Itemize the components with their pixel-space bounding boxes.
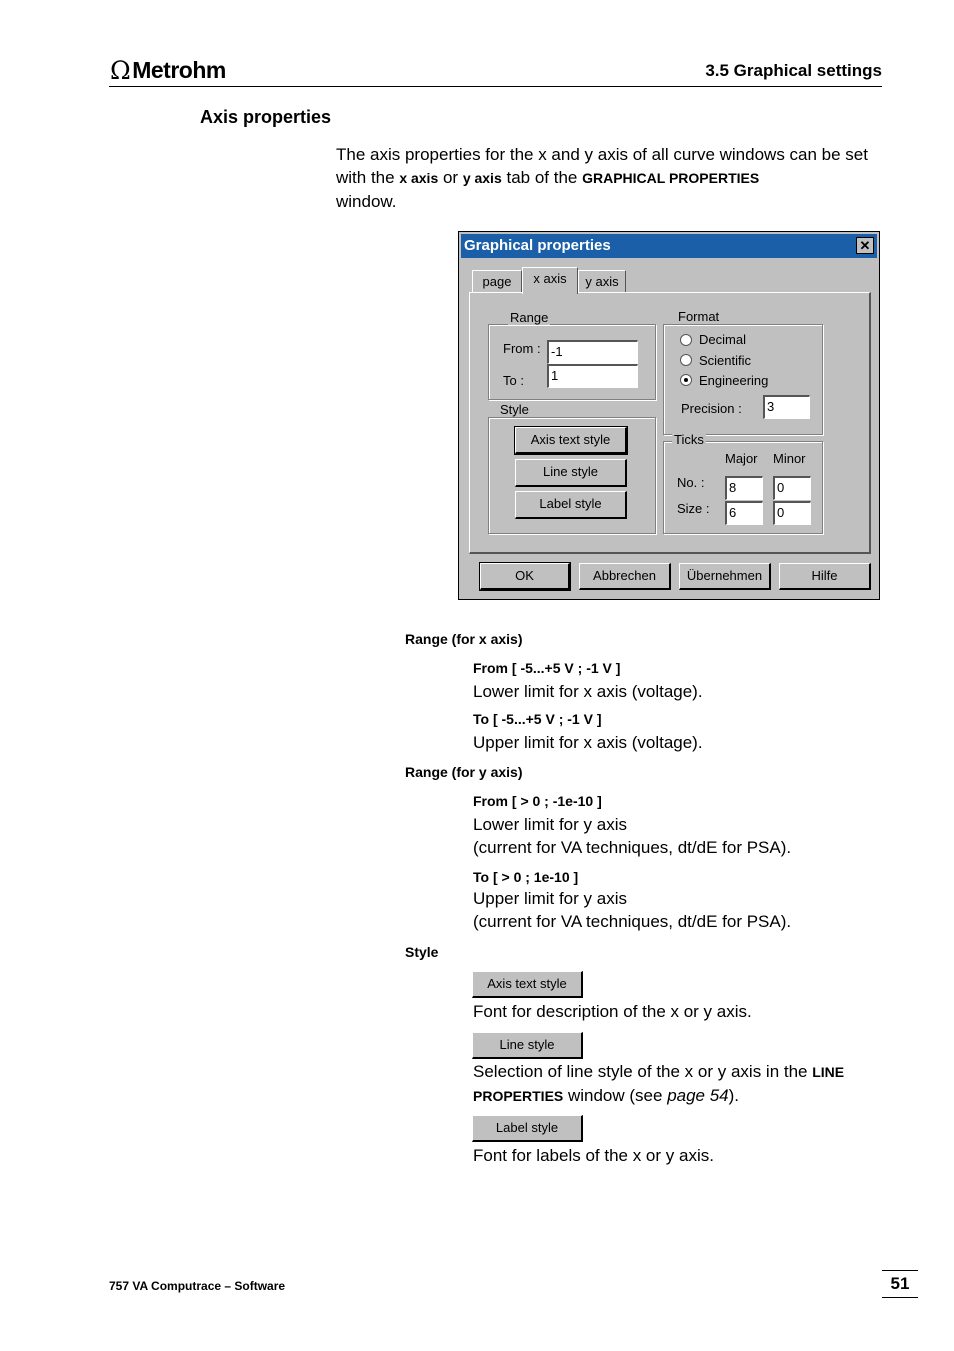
section-heading: Axis properties [200, 107, 332, 127]
engineering-radio[interactable] [680, 374, 692, 386]
from-label: From : [503, 341, 541, 356]
dialog-title-bar [461, 234, 877, 258]
tab-y-axis[interactable]: y axis [578, 270, 626, 292]
intro-text-3: tab of the [501, 168, 583, 187]
style-heading: Style [405, 944, 439, 960]
ticks-no-minor-field[interactable]: 0 [773, 476, 811, 500]
from-y-desc [473, 813, 883, 859]
to-x-desc: Upper limit for x axis (voltage). [473, 733, 703, 752]
ticks-size-minor-field[interactable]: 0 [773, 501, 811, 525]
precision-field[interactable]: 3 [763, 395, 810, 419]
style-group-label: Style [500, 402, 529, 417]
to-field[interactable]: 1 [547, 364, 638, 388]
dialog-title: Graphical properties [464, 237, 611, 254]
line-desc-text-3: ). [728, 1086, 740, 1105]
ticks-size-label: Size : [677, 501, 710, 516]
header-rule [109, 86, 882, 87]
decimal-radio[interactable] [680, 334, 692, 346]
from-x-desc: Lower limit for x axis (voltage). [473, 682, 703, 701]
graphical-properties-dialog [458, 231, 880, 600]
to-y-desc [473, 887, 883, 933]
to-y-desc-line2: (current for VA techniques, dt/dE for PSA). [473, 912, 792, 931]
from-y-param: From [ > 0 ; -1e-10 ] [473, 793, 602, 809]
line-desc-text-1: Selection of line style of the x or y axis in the [473, 1062, 813, 1081]
tab-page[interactable]: page [472, 270, 522, 292]
abbrechen-button[interactable]: Abbrechen [579, 563, 671, 590]
to-x-param: To [ -5...+5 V ; -1 V ] [473, 711, 602, 727]
ticks-minor-header: Minor [773, 451, 806, 466]
format-group-label: Format [678, 309, 720, 324]
to-label: To : [503, 373, 524, 388]
tab-panel [469, 292, 871, 554]
label-style-sample-button[interactable]: Label style [472, 1115, 583, 1142]
from-field[interactable]: -1 [547, 340, 638, 364]
intro-yaxis: y axis [462, 170, 502, 186]
range-y-heading: Range (for y axis) [405, 764, 523, 780]
tab-x-axis[interactable]: x axis [522, 267, 578, 294]
axis-text-desc: Font for description of the x or y axis. [473, 1002, 752, 1021]
ticks-no-major-field[interactable]: 8 [725, 476, 763, 500]
line-desc-text-2: window (see [563, 1086, 668, 1105]
omega-logo-icon: Ω [110, 56, 131, 85]
axis-text-style-button[interactable]: Axis text style [515, 427, 627, 454]
intro-xaxis: x axis [399, 170, 439, 186]
line-desc-sc-1: LINE [812, 1064, 845, 1080]
line-desc-sc-2: PROPERTIES [473, 1088, 564, 1104]
label-style-button[interactable]: Label style [515, 491, 627, 519]
to-y-param: To [ > 0 ; 1e-10 ] [473, 869, 579, 885]
ticks-group-label: Ticks [674, 432, 704, 447]
scientific-radio[interactable] [680, 354, 692, 366]
to-y-desc-line1: Upper limit for y axis [473, 889, 627, 908]
header-section-title: 3.5 Graphical settings [705, 61, 882, 80]
page-reference: page 54 [667, 1086, 729, 1105]
footer-product: 757 VA Computrace – Software [109, 1279, 286, 1293]
precision-label: Precision : [681, 401, 742, 416]
axis-text-style-sample-button[interactable]: Axis text style [472, 971, 583, 998]
ok-button[interactable]: OK [480, 563, 570, 590]
intro-text-4: window. [336, 192, 397, 211]
decimal-label: Decimal [699, 332, 746, 347]
scientific-label: Scientific [699, 353, 752, 368]
range-x-heading: Range (for x axis) [405, 631, 523, 647]
hilfe-button[interactable]: Hilfe [779, 563, 871, 590]
intro-window-name: GRAPHICAL PROPERTIES [582, 170, 760, 186]
intro-paragraph [336, 143, 881, 213]
engineering-label: Engineering [699, 373, 769, 388]
line-style-button[interactable]: Line style [515, 459, 627, 487]
intro-text-2: or [438, 168, 463, 187]
from-x-param: From [ -5...+5 V ; -1 V ] [473, 660, 621, 676]
metrohm-logo [110, 56, 226, 85]
label-style-desc: Font for labels of the x or y axis. [473, 1146, 714, 1165]
ticks-major-header: Major [725, 451, 758, 466]
ticks-no-label: No. : [677, 475, 705, 490]
from-y-desc-line2: (current for VA techniques, dt/dE for PSA). [473, 838, 792, 857]
uebernehmen-button[interactable]: Übernehmen [679, 563, 771, 590]
line-style-desc [473, 1060, 883, 1108]
close-icon[interactable]: ✕ [856, 237, 874, 254]
intro-text-1: The axis properties for the x and y axis of all curve windows can be set with the [336, 145, 868, 187]
from-y-desc-line1: Lower limit for y axis [473, 815, 627, 834]
logo-text: Metrohm [132, 57, 226, 83]
ticks-size-major-field[interactable]: 6 [725, 501, 763, 525]
page-number: 51 [882, 1270, 918, 1298]
line-style-sample-button[interactable]: Line style [472, 1032, 583, 1059]
range-group-label: Range [510, 310, 549, 325]
